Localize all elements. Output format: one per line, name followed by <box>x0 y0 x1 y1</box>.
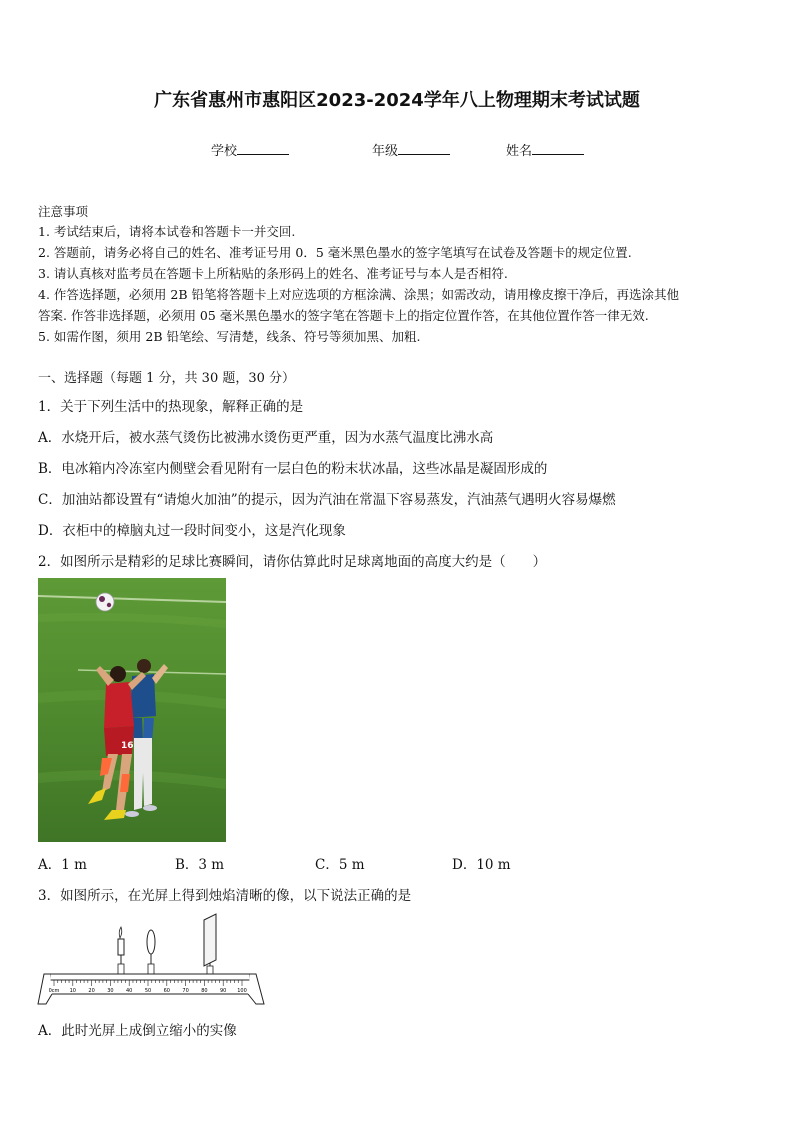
notice-title: 注意事项 <box>38 204 89 219</box>
ruler-tick-label: 80 <box>201 988 208 994</box>
school-field <box>211 140 289 159</box>
school-label: 学校 <box>211 144 238 159</box>
question-1-option-d: D．衣柜中的樟脑丸过一段时间变小，这是汽化现象 <box>38 523 346 539</box>
soccer-photo <box>38 578 226 842</box>
grade-label: 年级 <box>372 144 399 159</box>
convex-lens <box>147 930 155 954</box>
question-1-option-b: B．电冰箱内冷冻室内侧壁会看见附有一层白色的粉末状冰晶，这些冰晶是凝固形成的 <box>38 461 548 477</box>
ruler-tick-label: 20 <box>88 988 95 994</box>
ruler-tick-label: 70 <box>182 988 189 994</box>
question-2-stem: 2．如图所示是精彩的足球比赛瞬间，请你估算此时足球离地面的高度大约是（ ） <box>38 554 547 570</box>
question-3-stem: 3．如图所示，在光屏上得到烛焰清晰的像，以下说法正确的是 <box>38 888 412 904</box>
question-2-option-a: A．1 m <box>38 857 87 873</box>
grade-blank <box>398 142 450 155</box>
question-1-stem: 1．关于下列生活中的热现象，解释正确的是 <box>38 399 304 415</box>
question-1-option-c: C．加油站都设置有“请熄火加油”的提示，因为汽油在常温下容易蒸发，汽油蒸气遇明火容易爆燃 <box>38 492 616 508</box>
ruler-tick-label: 0cm <box>48 988 60 994</box>
question-2-option-c: C．5 m <box>315 857 365 873</box>
question-3-option-a: A．此时光屏上成倒立缩小的实像 <box>38 1023 237 1039</box>
name-field <box>506 140 584 159</box>
notice-item: 4. 作答选择题，必须用 2B 铅笔将答题卡上对应选项的方框涂满、涂黑；如需改动，请用橡皮擦干净后，再选涂其他 <box>38 287 679 302</box>
name-label: 姓名 <box>506 144 533 159</box>
page-title: 广东省惠州市惠阳区2023-2024学年八上物理期末考试试题 <box>154 90 640 111</box>
ruler-tick-label: 10 <box>69 988 76 994</box>
question-1-option-a: A．水烧开后，被水蒸气烫伤比被沸水烫伤更严重，因为水蒸气温度比沸水高 <box>38 430 494 446</box>
jersey-number: 16 <box>121 741 134 751</box>
question-2-option-d: D．10 m <box>452 857 511 873</box>
ruler-tick-label: 90 <box>220 988 227 994</box>
section-heading: 一、选择题（每题 1 分，共 30 题，30 分） <box>38 371 296 386</box>
notice-item: 5. 如需作图，须用 2B 铅笔绘、写清楚，线条、符号等须加黑、加粗. <box>38 329 421 344</box>
light-screen <box>204 914 216 966</box>
name-blank <box>532 142 584 155</box>
ruler-tick-label: 100 <box>237 988 247 994</box>
ruler-tick-label: 50 <box>144 988 152 994</box>
grade-field <box>372 140 450 159</box>
notice-item: 3. 请认真核对监考员在答题卡上所粘贴的条形码上的姓名、准考证号与本人是否相符. <box>38 266 508 281</box>
notice-item: 1. 考试结束后，请将本试卷和答题卡一并交回. <box>38 224 296 239</box>
school-blank <box>237 142 289 155</box>
notice-item: 2. 答题前，请务必将自己的姓名、准考证号用 0．5 毫米黑色墨水的签字笔填写在试卷及答题卡的规定位置. <box>38 245 632 260</box>
candle <box>118 939 124 955</box>
ruler-tick-label: 60 <box>163 988 170 994</box>
ruler-tick-label: 30 <box>107 988 114 994</box>
question-2-option-b: B．3 m <box>175 857 225 873</box>
notice-item: 答案. 作答非选择题，必须用 05 毫米黑色墨水的签字笔在答题卡上的指定位置作答，在其他位置作答一律无效. <box>38 308 649 323</box>
optical-bench-diagram <box>36 912 266 1008</box>
ruler-tick-label: 40 <box>126 988 133 994</box>
